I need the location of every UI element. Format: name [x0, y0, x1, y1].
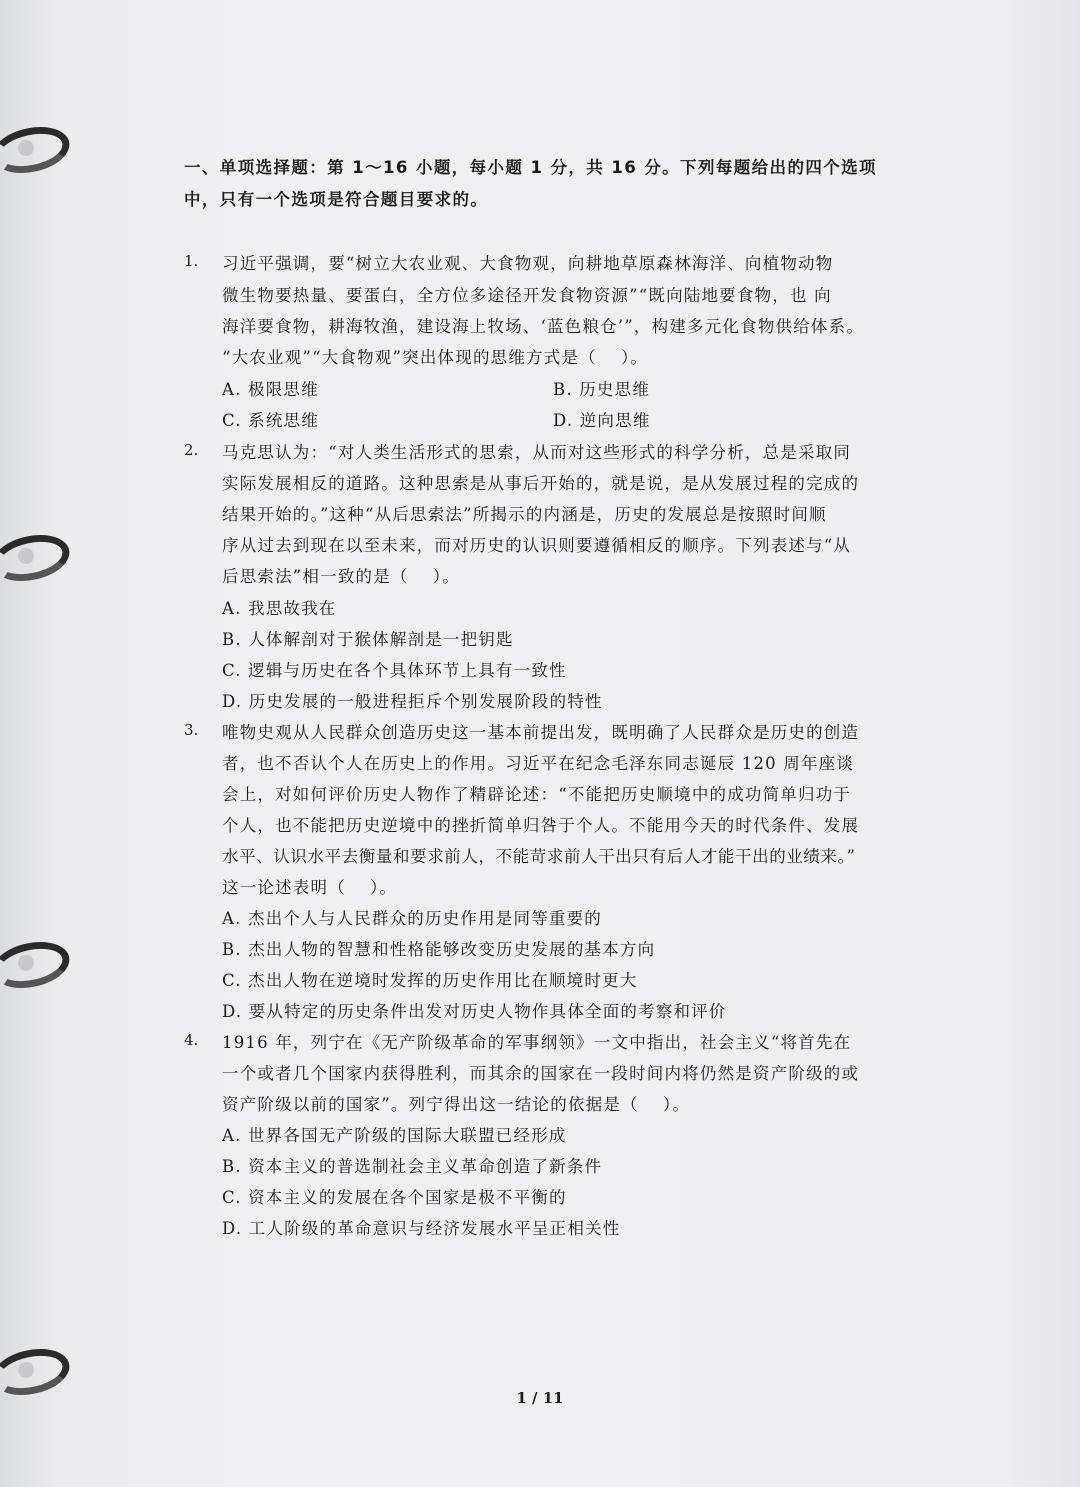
question-number: 1.	[184, 252, 199, 270]
option-a[interactable]: A. 杰出个人与人民群众的历史作用是同等重要的	[222, 909, 603, 928]
option-c[interactable]: C. 资本主义的发展在各个国家是极不平衡的	[222, 1188, 567, 1207]
question-stem-line: 序从过去到现在以至未来，而对历史的认识则要遵循相反的顺序。下列表述与“从	[222, 536, 852, 555]
option-c[interactable]: C. 杰出人物在逆境时发挥的历史作用比在顺境时更大	[222, 971, 638, 990]
question-stem-line: “大农业观”“大食物观”突出体现的思维方式是（ ）。	[222, 348, 649, 367]
question-number: 2.	[184, 441, 199, 459]
question-stem-line: 结果开始的。”这种“从后思索法”所揭示的内涵是，历史的发展总是按照时间顺	[222, 505, 827, 524]
question-stem-line: 1916 年，列宁在《无产阶级革命的军事纲领》一文中指出，社会主义“将首先在	[222, 1033, 852, 1052]
option-a[interactable]: A. 极限思维	[222, 380, 319, 399]
question-stem-line: 海洋要食物，耕海牧渔，建设海上牧场、‘蓝色粮仓’”，构建多元化食物供给体系。	[222, 317, 865, 336]
question-stem-line: 个人，也不能把历史逆境中的挫折简单归咎于个人。不能用今天的时代条件、发展	[222, 816, 860, 835]
question-stem-line: 这一论述表明（ ）。	[222, 878, 398, 897]
question-stem-line: 水平、认识水平去衡量和要求前人，不能苛求前人干出只有后人才能干出的业绩来。”	[222, 847, 856, 866]
option-d[interactable]: D. 要从特定的历史条件出发对历史人物作具体全面的考察和评价	[222, 1002, 727, 1021]
question-stem-line: 会上，对如何评价历史人物作了精辟论述：“不能把历史顺境中的成功简单归功于	[222, 785, 852, 804]
question-stem-line: 后思索法”相一致的是（ ）。	[222, 567, 460, 586]
option-a[interactable]: A. 我思故我在	[222, 599, 337, 618]
question-stem-line: 者，也不否认个人在历史上的作用。习近平在纪念毛泽东同志诞辰 120 周年座谈	[222, 754, 855, 773]
question-stem-line: 资产阶级以前的国家”。列宁得出这一结论的依据是（ ）。	[222, 1095, 691, 1114]
question-stem-line: 微生物要热量、要蛋白，全方位多途径开发食物资源”“既向陆地要食物，也 向	[222, 286, 832, 305]
option-b[interactable]: B. 历史思维	[553, 380, 651, 399]
question-stem-line: 实际发展相反的道路。这种思索是从事后开始的，就是说，是从发展过程的完成的	[222, 474, 860, 493]
option-b[interactable]: B. 资本主义的普选制社会主义革命创造了新条件	[222, 1157, 603, 1176]
section-title-line1: 一、单项选择题：第 1～16 小题，每小题 1 分，共 16 分。下列每题给出的四个选项	[184, 158, 877, 177]
question-stem-line: 马克思认为：“对人类生活形式的思索，从而对这些形式的科学分析，总是采取同	[222, 443, 852, 462]
option-d[interactable]: D. 历史发展的一般进程拒斥个别发展阶段的特性	[222, 692, 603, 711]
page-number: 1 / 11	[516, 1389, 564, 1407]
section-title-line2: 中，只有一个选项是符合题目要求的。	[184, 190, 489, 209]
question-number: 3.	[184, 721, 199, 739]
option-d[interactable]: D. 逆向思维	[553, 411, 651, 430]
question-stem-line: 一个或者几个国家内获得胜利，而其余的国家在一段时间内将仍然是资产阶级的或	[222, 1064, 860, 1083]
option-a[interactable]: A. 世界各国无产阶级的国际大联盟已经形成	[222, 1126, 567, 1145]
option-c[interactable]: C. 系统思维	[222, 411, 319, 430]
option-d[interactable]: D. 工人阶级的革命意识与经济发展水平呈正相关性	[222, 1219, 621, 1238]
question-stem-line: 唯物史观从人民群众创造历史这一基本前提出发，既明确了人民群众是历史的创造	[222, 723, 860, 742]
option-c[interactable]: C. 逻辑与历史在各个具体环节上具有一致性	[222, 661, 567, 680]
question-number: 4.	[184, 1031, 199, 1049]
option-b[interactable]: B. 人体解剖对于猴体解剖是一把钥匙	[222, 630, 514, 649]
option-b[interactable]: B. 杰出人物的智慧和性格能够改变历史发展的基本方向	[222, 940, 656, 959]
question-stem-line: 习近平强调，要“树立大农业观、大食物观，向耕地草原森林海洋、向植物动物	[222, 254, 834, 273]
